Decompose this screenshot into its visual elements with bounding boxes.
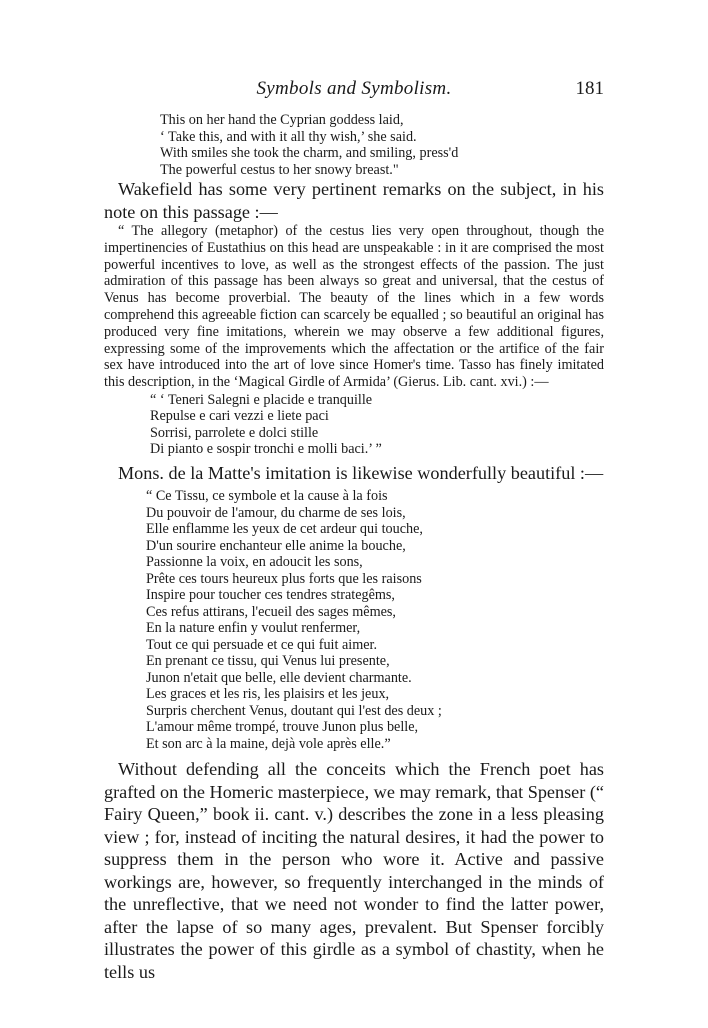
verse-line: Ces refus attirans, l'ecueil des sages mêmes, <box>146 603 396 620</box>
verse-line: En la nature enfin y voulut renfermer, <box>146 620 361 637</box>
verse-line: Sorrisi, parrolete e dolci stille <box>150 424 319 441</box>
verse-line: “ Ce Tissu, ce symbole et la cause à la fois <box>146 488 388 505</box>
paragraph-matte: Mons. de la Matte's imitation is likewise wonderfully beautiful :— <box>118 462 604 483</box>
verse-line: Inspire pour toucher ces tendres strategêms, <box>146 587 395 604</box>
verse-line: Passionne la voix, en adoucit les sons, <box>146 554 363 571</box>
verse-line: Junon n'etait que belle, elle devient charmante. <box>146 669 412 686</box>
verse-line: With smiles she took the charm, and smiling, press'd <box>160 145 459 161</box>
verse-line: Et son arc à la maine, dejà vole après elle.” <box>146 735 391 752</box>
page-number: 181 <box>575 78 604 99</box>
page-header <box>104 78 604 108</box>
verse-line: D'un sourire enchanteur elle anime la bouche, <box>146 537 406 554</box>
note-paragraph: “ The allegory (metaphor) of the cestus lies very open throughout, though the impertinencies of Eustathius on this head are unspeakable : in it are comprised the most powerful incentives to love, as well as the strongest effects of the passion. The just admiration of this passage has been always so great and universal, that the cestus of Venus has become proverbial. The beauty of the lines which in a few words comprehend this agreeable fiction can scarcely be equalled ; so beautiful an original has produced very fine imitations, wherein we may observe a few additional figures, expressing some of the improvements which the affectation or the artifice of the fair sex have introduced into the art of love since Homer's time. Tasso has finely imitated this description, in the ‘Magical Girdle of Armida’ (Gierus. Lib. cant. xvi.) :— <box>104 223 604 391</box>
verse-line: “ ‘ Teneri Salegni e placide e tranquille <box>150 391 373 408</box>
verse-line: The powerful cestus to her snowy breast." <box>160 161 399 178</box>
verse-line: Du pouvoir de l'amour, du charme de ses lois, <box>146 504 406 521</box>
verse-line: Surpris cherchent Venus, doutant qui l'est des deux ; <box>146 702 442 719</box>
verse-line: L'amour même trompé, trouve Junon plus belle, <box>146 719 419 736</box>
paragraph-without-defending: Without defending all the conceits which the French poet has grafted on the Homeric masterpiece, we may remark, that Spenser (“ Fairy Queen,” book ii. cant. v.) describes the zone in a less pleasing view ; for, instead of inciting the natural desires, it had the power to suppress them in the person who wore it. Active and passive workings are, however, so frequently interchanged in the minds of the unreflective, that we need not wonder to find the latter power, after the lapse of so many ages, prevalent. But Spenser forcibly illustrates the power of this girdle as a symbol of chastity, when he tells us <box>104 759 604 982</box>
paragraph-wakefield: Wakefield has some very pertinent remarks on the subject, in his note on this passage :— <box>104 179 604 222</box>
verse-line: Tout ce qui persuade et ce qui fuit aimer. <box>146 636 378 653</box>
verse-line: Elle enflamme les yeux de cet ardeur qui touche, <box>146 521 423 538</box>
running-title: Symbols and Symbolism. <box>256 78 452 99</box>
verse-line: Di pianto e sospir tronchi e molli baci.’ ” <box>150 441 382 458</box>
verse-line: This on her hand the Cyprian goddess laid, <box>160 112 404 128</box>
verse-line: ‘ Take this, and with it all thy wish,’ she said. <box>160 128 417 145</box>
intro-verse <box>160 112 604 178</box>
verse-line: Repulse e cari vezzi e liete paci <box>150 408 329 425</box>
italian-verse <box>150 392 604 458</box>
verse-line: En prenant ce tissu, qui Venus lui presente, <box>146 653 390 670</box>
french-verse <box>146 488 604 752</box>
verse-line: Les graces et les ris, les plaisirs et les jeux, <box>146 686 390 703</box>
verse-line: Prête ces tours heureux plus forts que les raisons <box>146 570 422 587</box>
